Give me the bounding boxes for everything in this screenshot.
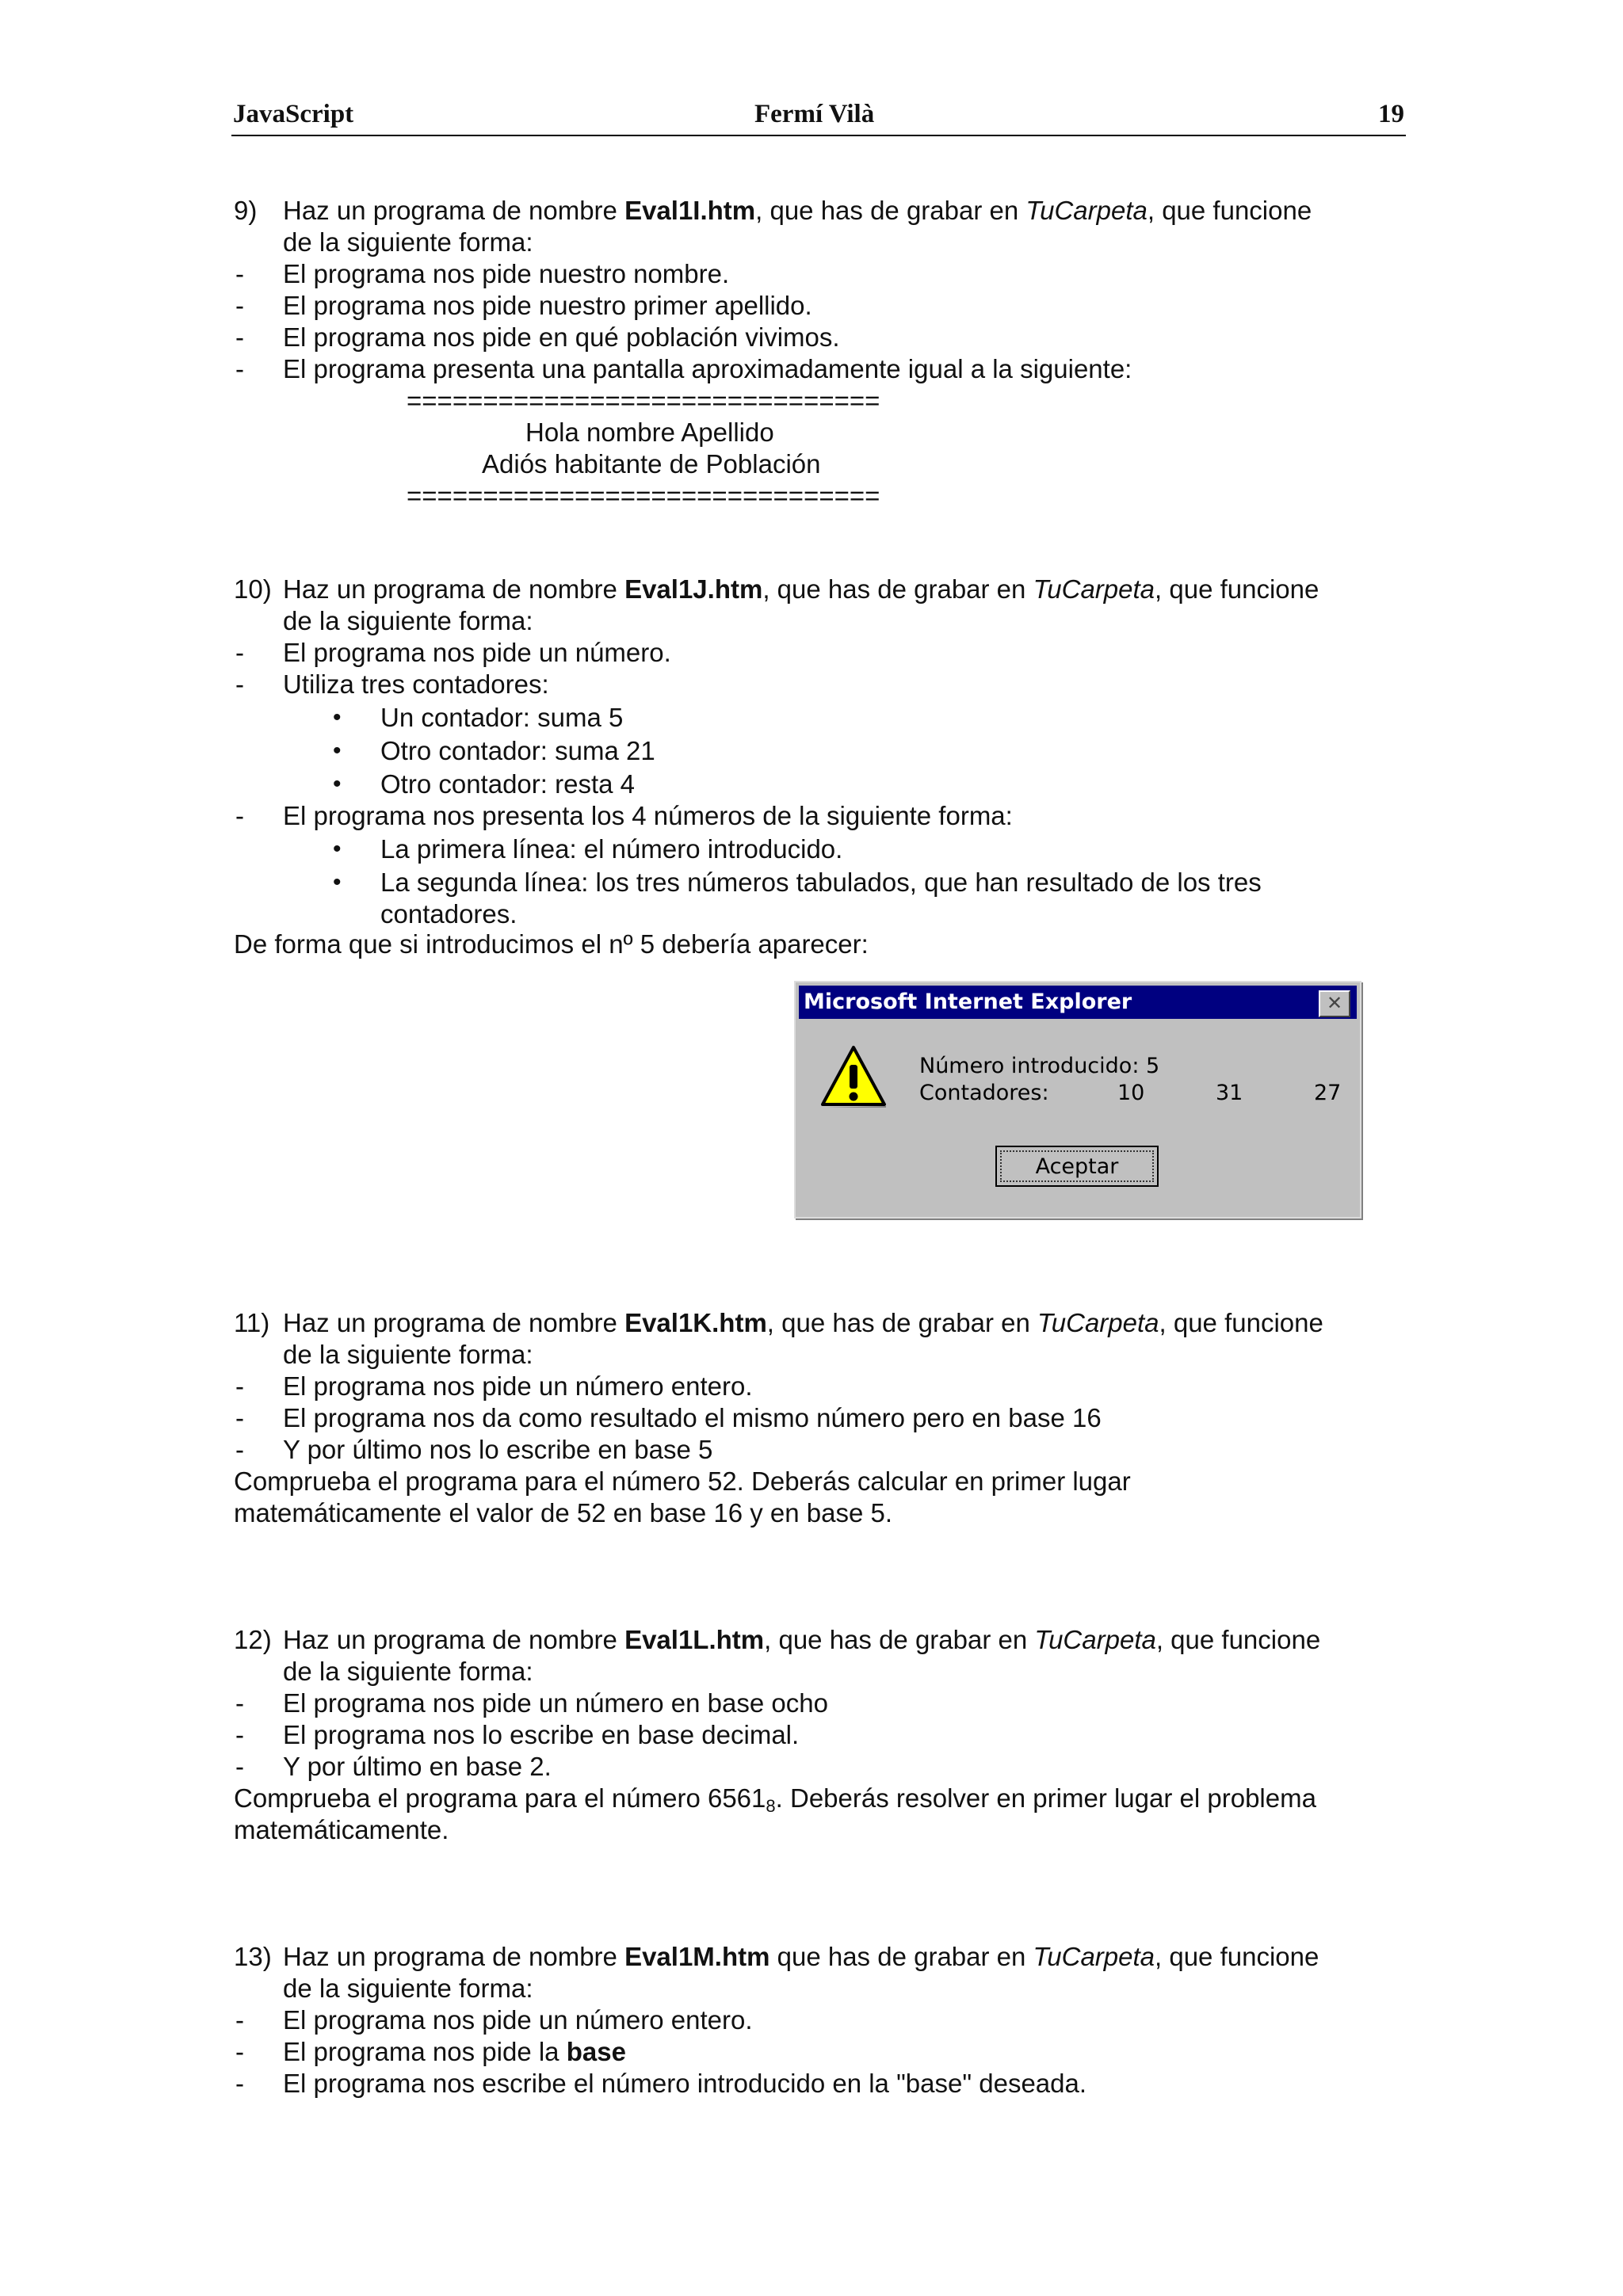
closing-sentence: De forma que si introducimos el nº 5 debería aparecer: — [234, 929, 869, 959]
page-number: 19 — [1378, 100, 1404, 128]
list-item: El programa nos pide un número en base ocho — [283, 1688, 828, 1718]
file-name: Eval1L.htm — [624, 1625, 765, 1654]
list-item: El programa nos pide en qué población vivimos. — [283, 322, 840, 352]
file-name: Eval1K.htm — [624, 1308, 767, 1337]
folder-name: TuCarpeta — [1034, 1625, 1156, 1654]
paragraph: matemáticamente. — [234, 1815, 449, 1844]
screen-line-1: Hola nombre Apellido — [525, 418, 774, 447]
dash: - — [235, 259, 244, 288]
close-button[interactable] — [1319, 990, 1350, 1017]
list-item: El programa presenta una pantalla aproximadamente igual a la siguiente: — [283, 354, 1132, 383]
exercise-intro: Haz un programa de nombre Eval1K.htm, que has de grabar en TuCarpeta, que funcione — [283, 1308, 1323, 1337]
folder-name: TuCarpeta — [1037, 1308, 1159, 1337]
dash: - — [235, 638, 244, 667]
list-item: El programa nos pide un número entero. — [283, 2005, 753, 2035]
counter-value: 31 — [1216, 1081, 1243, 1105]
separator-line: =============================== — [407, 481, 880, 510]
dash: - — [235, 2037, 244, 2066]
list-item: El programa nos da como resultado el mismo número pero en base 16 — [283, 1403, 1102, 1432]
dash: - — [235, 1720, 244, 1749]
exercise-number: 11) — [234, 1308, 270, 1337]
bullet: • — [333, 836, 342, 862]
dash: - — [235, 291, 244, 320]
list-item: El programa nos lo escribe en base decimal. — [283, 1720, 800, 1749]
paragraph: Comprueba el programa para el número 52. Deberás calcular en primer lugar — [234, 1466, 1131, 1496]
list-item: Y por último nos lo escribe en base 5 — [283, 1435, 713, 1464]
sub-item-cont: contadores. — [380, 899, 517, 929]
page-header — [231, 98, 1406, 136]
folder-name: TuCarpeta — [1025, 196, 1148, 225]
exercise-number: 10) — [234, 574, 272, 604]
dash: - — [235, 1752, 244, 1781]
sub-item: Otro contador: resta 4 — [380, 769, 635, 799]
dash: - — [235, 1435, 244, 1464]
paragraph: Comprueba el programa para el número $6561_8$. Deberás resolver en primer lugar el problema — [234, 1783, 1316, 1816]
exercise-intro: Haz un programa de nombre Eval1J.htm, que has de grabar en TuCarpeta, que funcione — [283, 574, 1319, 604]
close-icon: ✕ — [1326, 992, 1343, 1014]
exercise-number: 13) — [234, 1942, 272, 1971]
exercise-intro-cont: de la siguiente forma: — [283, 606, 533, 635]
exercise-intro-cont: de la siguiente forma: — [283, 227, 533, 257]
folder-name: TuCarpeta — [1033, 574, 1155, 604]
list-item: Utiliza tres contadores: — [283, 669, 549, 699]
dash: - — [235, 801, 244, 830]
folder-name: TuCarpeta — [1033, 1942, 1155, 1971]
dialog-title: Microsoft Internet Explorer — [804, 990, 1132, 1014]
list-item: El programa nos pide la base — [283, 2037, 626, 2066]
file-name: Eval1I.htm — [624, 196, 756, 225]
bullet: • — [333, 704, 342, 730]
sub-item: La primera línea: el número introducido. — [380, 834, 843, 864]
list-item: El programa nos pide nuestro primer apellido. — [283, 291, 812, 320]
sub-item: Un contador: suma 5 — [380, 703, 624, 732]
dash: - — [235, 2069, 244, 2098]
keyword-base: base — [566, 2037, 626, 2066]
accept-button-label: Aceptar — [1000, 1150, 1154, 1182]
counter-value: 27 — [1314, 1081, 1342, 1105]
dash: - — [235, 354, 244, 383]
file-name: Eval1M.htm — [624, 1942, 770, 1971]
list-item: El programa nos pide un número entero. — [283, 1371, 753, 1401]
dash: - — [235, 1403, 244, 1432]
bullet: • — [333, 869, 342, 895]
dash: - — [235, 322, 244, 352]
list-item: El programa nos pide un número. — [283, 638, 671, 667]
header-author: Fermí Vilà — [754, 100, 875, 128]
file-name: Eval1J.htm — [624, 574, 763, 604]
sub-item: La segunda línea: los tres números tabulados, que han resultado de los tres — [380, 868, 1262, 897]
paragraph: matemáticamente el valor de 52 en base 16 y en base 5. — [234, 1498, 893, 1527]
bullet: • — [333, 771, 342, 797]
counter-value: 10 — [1117, 1081, 1145, 1105]
exercise-intro-cont: de la siguiente forma: — [283, 1974, 533, 2003]
dash: - — [235, 1371, 244, 1401]
bullet: • — [333, 738, 342, 764]
list-item: Y por último en base 2. — [283, 1752, 552, 1781]
dash: - — [235, 669, 244, 699]
exercise-number: 9) — [234, 196, 258, 225]
exercise-intro-cont: de la siguiente forma: — [283, 1657, 533, 1686]
dash: - — [235, 1688, 244, 1718]
header-title: JavaScript — [233, 100, 354, 128]
dialog-label-counters: Contadores: — [919, 1081, 1049, 1105]
alert-dialog — [794, 981, 1361, 1219]
dialog-line-number: Número introducido: 5 — [919, 1054, 1160, 1078]
accept-button[interactable] — [995, 1146, 1159, 1187]
separator-line: =============================== — [407, 386, 880, 415]
exercise-number: 12) — [234, 1625, 272, 1654]
warning-icon — [819, 1044, 888, 1109]
list-item: El programa nos pide nuestro nombre. — [283, 259, 730, 288]
dash: - — [235, 2005, 244, 2035]
exercise-intro-cont: de la siguiente forma: — [283, 1340, 533, 1369]
list-item: El programa nos escribe el número introducido en la "base" deseada. — [283, 2069, 1087, 2098]
base-subscript: 8 — [766, 1796, 776, 1816]
dialog-titlebar — [799, 986, 1357, 1019]
exercise-intro: Haz un programa de nombre Eval1M.htm que has de grabar en TuCarpeta, que funcione — [283, 1942, 1319, 1971]
exercise-intro: Haz un programa de nombre Eval1I.htm, que has de grabar en TuCarpeta, que funcione — [283, 196, 1312, 225]
screen-line-2: Adiós habitante de Población — [482, 449, 821, 479]
sub-item: Otro contador: suma 21 — [380, 736, 655, 765]
list-item: El programa nos presenta los 4 números de la siguiente forma: — [283, 801, 1013, 830]
exercise-intro: Haz un programa de nombre Eval1L.htm, que has de grabar en TuCarpeta, que funcione — [283, 1625, 1321, 1654]
